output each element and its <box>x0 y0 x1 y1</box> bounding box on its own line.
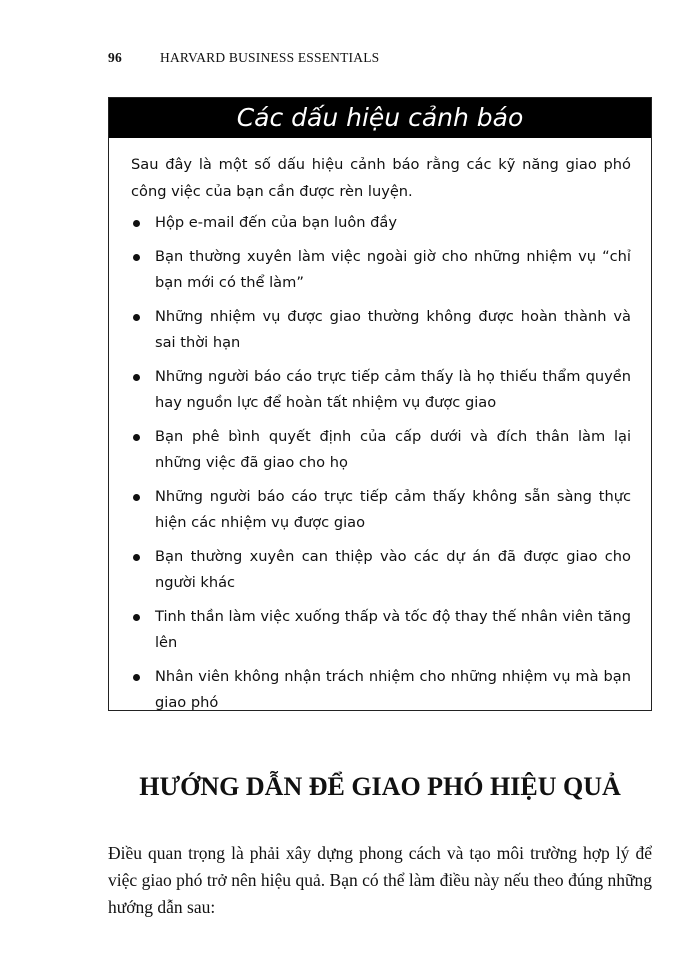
bullet-icon <box>133 614 140 621</box>
box-title: Các dấu hiệu cảnh báo <box>109 98 651 138</box>
list-item <box>131 304 631 357</box>
bullet-icon <box>133 374 140 381</box>
list-item-text: Hộp e-mail đến của bạn luôn đầy <box>155 214 398 231</box>
list-item <box>131 604 631 657</box>
box-intro: Sau đây là một số dấu hiệu cảnh báo rằng các kỹ năng giao phó công việc của bạn cần được rèn luyện. <box>131 156 631 200</box>
list-item-text: Những người báo cáo trực tiếp cảm thấy là họ thiếu thẩm quyền hay nguồn lực để hoàn tất nhiệm vụ được giao <box>155 367 631 411</box>
list-item <box>131 210 631 237</box>
bullet-icon <box>133 220 140 227</box>
box-body <box>109 138 651 717</box>
bullet-icon <box>133 494 140 501</box>
warning-signs-box <box>108 97 652 711</box>
list-item-text: Bạn thường xuyên can thiệp vào các dự án đã được giao cho người khác <box>155 547 631 591</box>
page-number: 96 <box>108 50 122 65</box>
list-item <box>131 244 631 297</box>
list-item <box>131 484 631 537</box>
body-paragraph: Điều quan trọng là phải xây dựng phong cách và tạo môi trường hợp lý để việc giao phó trở nên hiệu quả. Bạn có thể làm điều này nếu theo đúng những hướng dẫn sau: <box>108 842 652 917</box>
list-item <box>131 544 631 597</box>
list-item-text: Nhân viên không nhận trách nhiệm cho những nhiệm vụ mà bạn giao phó <box>155 667 631 711</box>
running-header <box>108 50 379 66</box>
warning-list <box>131 210 631 717</box>
list-item <box>131 364 631 417</box>
list-item <box>131 424 631 477</box>
list-item-text: Bạn thường xuyên làm việc ngoài giờ cho những nhiệm vụ “chỉ bạn mới có thể làm” <box>155 247 631 291</box>
list-item-text: Những nhiệm vụ được giao thường không được hoàn thành và sai thời hạn <box>155 307 631 351</box>
list-item-text: Bạn phê bình quyết định của cấp dưới và đích thân làm lại những việc đã giao cho họ <box>155 427 631 471</box>
list-item-text: Tinh thần làm việc xuống thấp và tốc độ thay thế nhân viên tăng lên <box>155 607 631 651</box>
book-title: HARVARD BUSINESS ESSENTIALS <box>160 50 380 65</box>
bullet-icon <box>133 254 140 261</box>
section-heading: HƯỚNG DẪN ĐỂ GIAO PHÓ HIỆU QUẢ <box>139 772 621 801</box>
bullet-icon <box>133 434 140 441</box>
list-item <box>131 664 631 717</box>
list-item-text: Những người báo cáo trực tiếp cảm thấy không sẵn sàng thực hiện các nhiệm vụ được giao <box>155 487 631 531</box>
bullet-icon <box>133 314 140 321</box>
bullet-icon <box>133 674 140 681</box>
bullet-icon <box>133 554 140 561</box>
